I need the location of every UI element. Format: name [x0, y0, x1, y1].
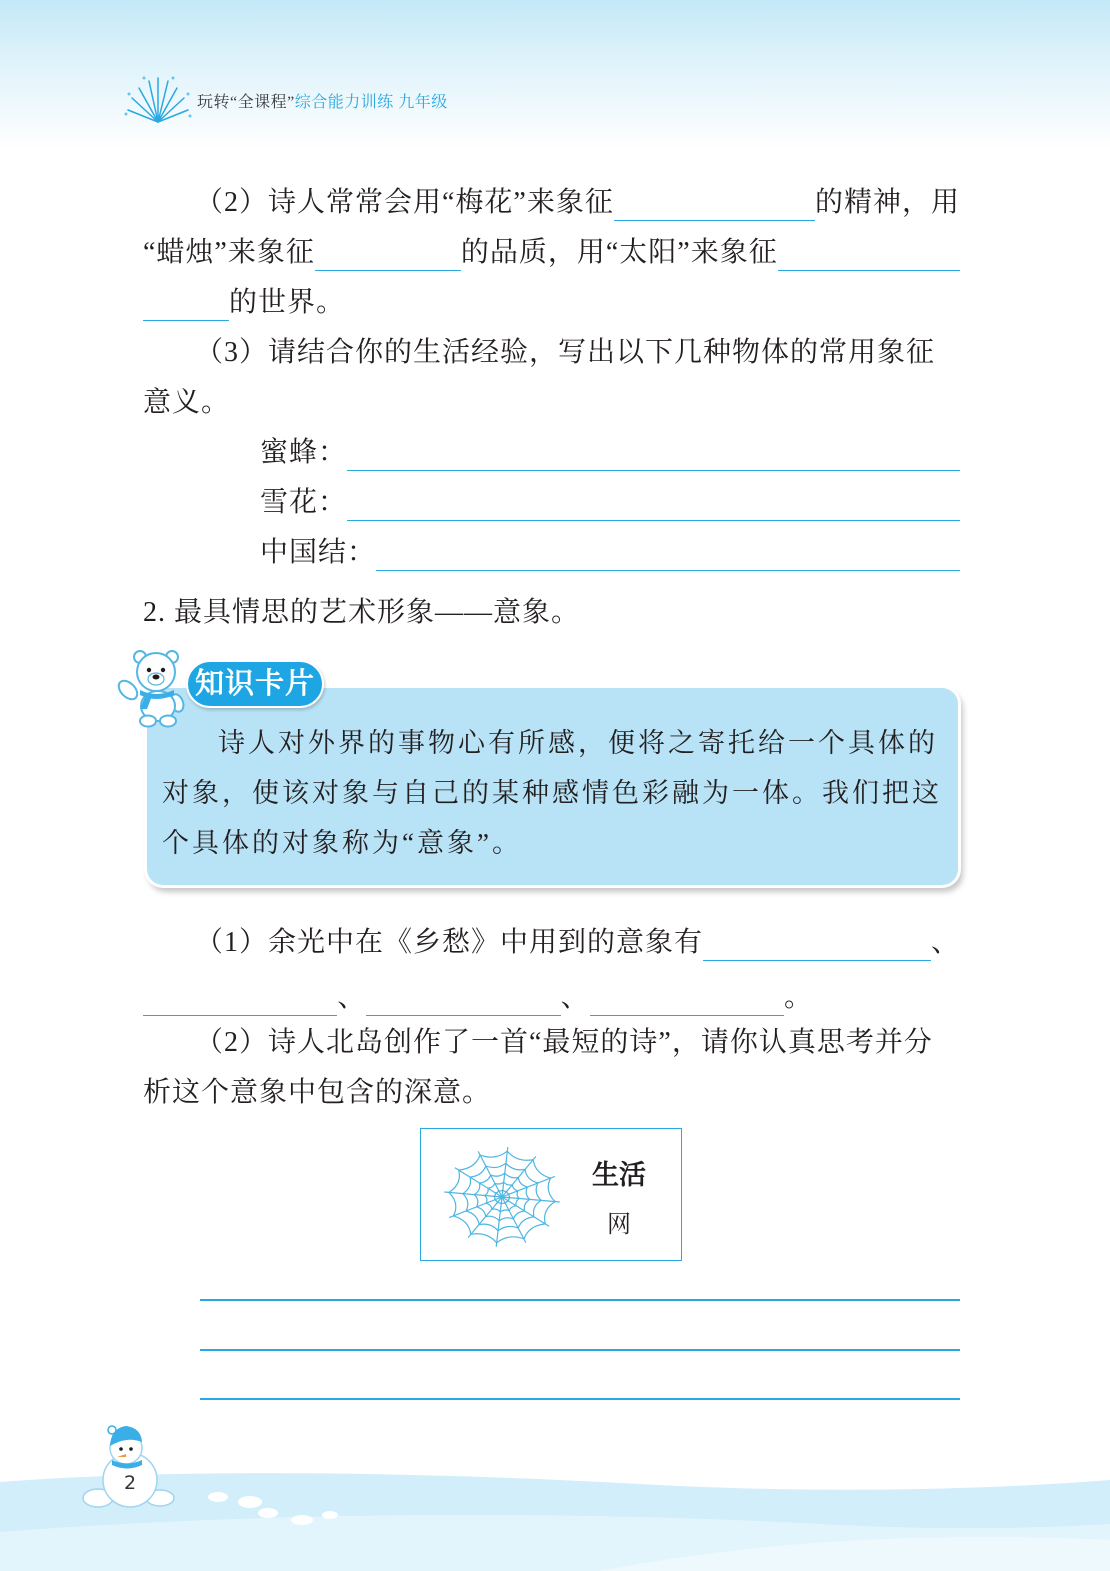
knowledge-card: [147, 688, 958, 885]
snowman-hat-pompom: [108, 1426, 116, 1434]
q3-item-label: 中国结：: [260, 537, 377, 568]
section-title: [143, 595, 580, 631]
part2-q2-text: 析这个意象中包含的深意。: [143, 1077, 492, 1108]
answer-blank: [347, 435, 960, 471]
q3-item-bee: [260, 435, 960, 471]
firework-spark: [172, 77, 175, 80]
firework-ray: [158, 98, 184, 122]
q2-line-2-text: “蜡烛”来象征: [143, 237, 315, 268]
answer-line: [200, 1299, 960, 1301]
q3-item-snowflake: [260, 485, 960, 521]
part2-q1-line-2: [143, 980, 813, 1016]
snowball: [238, 1496, 262, 1508]
part2-q2-text: （2）诗人北岛创作了一首“最短的诗”，请你认真思考并分: [195, 1027, 933, 1058]
q2-line-1: [195, 185, 960, 221]
q3-item-chinese-knot: [260, 535, 960, 571]
q2-line-3: [143, 285, 345, 321]
q3-line-2: [143, 385, 230, 421]
header-subtitle: 综合能力训练 九年级: [294, 94, 448, 111]
bear-foot-left: [140, 716, 156, 727]
firework-ray: [158, 88, 177, 122]
section-title-text: 2. 最具情思的艺术形象——意象。: [143, 597, 581, 628]
q2-line-1-text: （2）诗人常常会用“梅花”来象征: [195, 187, 614, 218]
answer-blank: [614, 185, 815, 221]
snowman-eye: [119, 1447, 123, 1451]
firework-spark: [187, 93, 190, 96]
running-header: [197, 91, 448, 115]
poem-box: [420, 1128, 682, 1261]
q2-line-3-end: 的世界。: [229, 287, 346, 318]
snowball: [258, 1508, 278, 1518]
answer-blank: [703, 925, 931, 961]
spider-web-icon: [440, 1143, 564, 1251]
separator: 、: [560, 982, 590, 1013]
firework-ray: [139, 88, 158, 122]
part2-q2-line-1: [195, 1025, 933, 1061]
bear-eye: [147, 668, 151, 672]
q3-line-2-text: 意义。: [143, 387, 231, 418]
answer-blank: [366, 980, 560, 1016]
snowman-eye: [129, 1447, 133, 1451]
footer-decoration: [0, 1420, 1110, 1571]
q3-item-label: 雪花：: [260, 487, 348, 518]
sentence-end: 。: [783, 982, 813, 1013]
answer-blank: [143, 980, 337, 1016]
q2-line-1-end: 的精神，用: [814, 187, 960, 218]
knowledge-card-line: 诗人对外界的事物心有所感，便将之寄托给一个具体的: [218, 728, 938, 758]
answer-blank: [778, 235, 960, 271]
firework-ray: [158, 110, 188, 122]
separator: 、: [337, 982, 367, 1013]
snowball: [208, 1492, 228, 1502]
knowledge-card-line: 个具体的对象称为“意象”。: [162, 828, 522, 858]
firework-ray: [128, 110, 158, 122]
firework-spark: [189, 115, 192, 118]
bear-nose: [153, 675, 160, 680]
answer-blank: [590, 980, 784, 1016]
poem-title: 生活: [592, 1160, 646, 1191]
bear-body-parts: [116, 651, 186, 727]
firework-rays: [128, 78, 188, 122]
q3-line-1: [195, 335, 935, 371]
fireworks-icon: [124, 76, 192, 126]
firework-spark: [143, 77, 146, 80]
answer-line: [200, 1398, 960, 1400]
answer-blank: [347, 485, 960, 521]
answer-blank: [315, 235, 461, 271]
q3-item-label: 蜜蜂：: [260, 437, 348, 468]
header-band: [0, 0, 1110, 150]
q2-line-2-middle: 的品质，用“太阳”来象征: [460, 237, 778, 268]
answer-blank: [143, 285, 229, 321]
poem-body: 网: [607, 1212, 631, 1238]
knowledge-card-label: 知识卡片: [186, 660, 324, 708]
q2-line-2: [143, 235, 960, 271]
firework-spark: [128, 93, 131, 96]
firework-spark: [125, 113, 128, 116]
bear-arm-left: [116, 677, 141, 702]
answer-line: [200, 1349, 960, 1351]
polar-bear-icon: [116, 646, 194, 728]
q3-line-1-text: （3）请结合你的生活经验，写出以下几种物体的常用象征: [195, 337, 936, 368]
knowledge-card-line: 对象，使该对象与自己的某种感情色彩融为一体。我们把这: [162, 778, 942, 808]
bear-foot-right: [160, 716, 176, 727]
separator: 、: [930, 927, 960, 958]
part2-q2-line-2: [143, 1075, 491, 1111]
firework-ray: [158, 81, 168, 122]
part2-q1-text: （1）余光中在《乡愁》中用到的意象有: [195, 927, 704, 958]
header-series: 玩转“全课程”: [197, 94, 295, 111]
part2-q1-line-1: [195, 925, 960, 961]
answer-blank: [376, 535, 960, 571]
bear-eye: [161, 668, 165, 672]
snowball: [291, 1515, 313, 1525]
page-number: 2: [123, 1472, 137, 1494]
snowball: [322, 1511, 338, 1519]
